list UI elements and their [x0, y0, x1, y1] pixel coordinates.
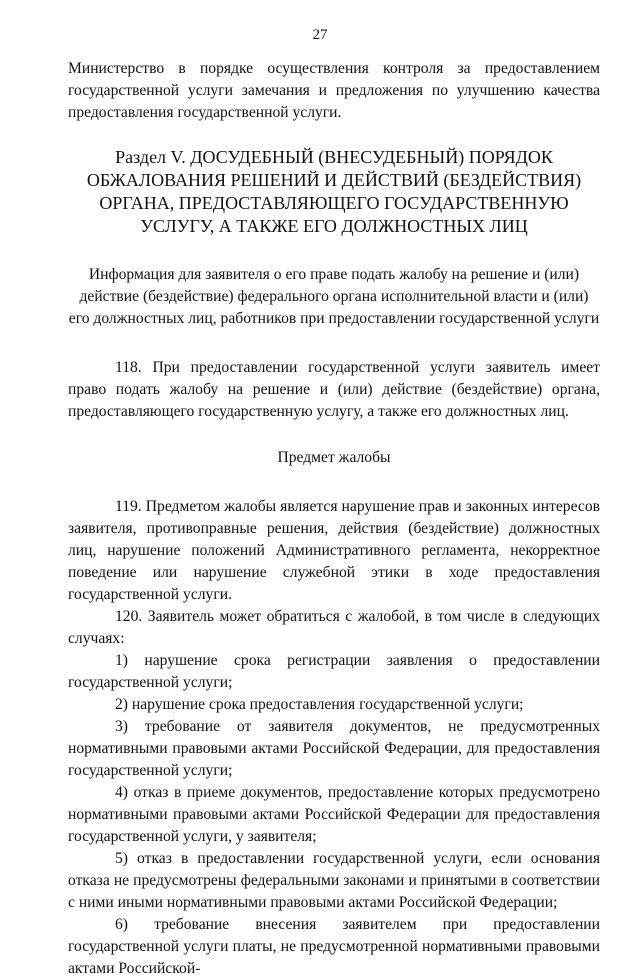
- list-item-1: 1) нарушение срока регистрации заявления о предоставлении государственной услуги;: [68, 652, 600, 691]
- paragraph-120: 120. Заявитель может обратиться с жалобой, в том числе в следующих случаях:: [68, 608, 600, 647]
- page-content: [68, 58, 600, 980]
- list-item-6: 6) требование внесения заявителем при предоставлении государственной услуги платы, не предусмотренной нормативными правовыми актами Российской-: [68, 916, 600, 977]
- section-title: Раздел V. ДОСУДЕБНЫЙ (ВНЕСУДЕБНЫЙ) ПОРЯДОК ОБЖАЛОВАНИЯ РЕШЕНИЙ И ДЕЙСТВИЙ (БЕЗДЕЙСТВИЯ) ОРГАНА, ПРЕДОСТАВЛЯЮЩЕГО ГОСУДАРСТВЕННУЮ УСЛУГУ, А ТАКЖЕ ЕГО ДОЛЖНОСТНЫХ ЛИЦ: [86, 147, 582, 236]
- list-item-4: 4) отказ в приеме документов, предоставление которых предусмотрено нормативными правовыми актами Российской Федерации для предоставления государственной услуги, у заявителя;: [68, 784, 600, 845]
- list-item-3: 3) требование от заявителя документов, не предусмотренных нормативными правовыми актами Российской Федерации, для предоставления государственной услуги;: [68, 718, 600, 779]
- paragraph-119: 119. Предметом жалобы является нарушение прав и законных интересов заявителя, противоправные решения, действия (бездействие) должностных лиц, нарушение положений Административного регламента, некорректное поведение или нарушение служебной этики в ходе предоставления государственной услуги.: [68, 498, 600, 603]
- info-heading: Информация для заявителя о его праве подать жалобу на решение и (или) действие (бездействие) федерального органа исполнительной власти и (или) его должностных лиц, работников при предоставлении государственной услуги: [68, 266, 600, 327]
- list-item-2: 2) нарушение срока предоставления государственной услуги;: [115, 696, 524, 713]
- page-number: 27: [312, 27, 328, 43]
- intro-paragraph: Министерство в порядке осуществления контроля за предоставлением государственной услуги замечания и предложения по улучшению качества предоставления государственной услуги.: [68, 60, 600, 121]
- list-item-5: 5) отказ в предоставлении государственной услуги, если основания отказа не предусмотрены федеральными законами и принятыми в соответствии с ними иными нормативными правовыми актами Российской Федерации;: [68, 850, 600, 911]
- subject-heading: Предмет жалобы: [277, 449, 391, 466]
- paragraph-118: 118. При предоставлении государственной услуги заявитель имеет право подать жалобу на решение и (или) действие (бездействие) органа, предоставляющего государственную услугу, а также его должностных лиц.: [68, 359, 600, 420]
